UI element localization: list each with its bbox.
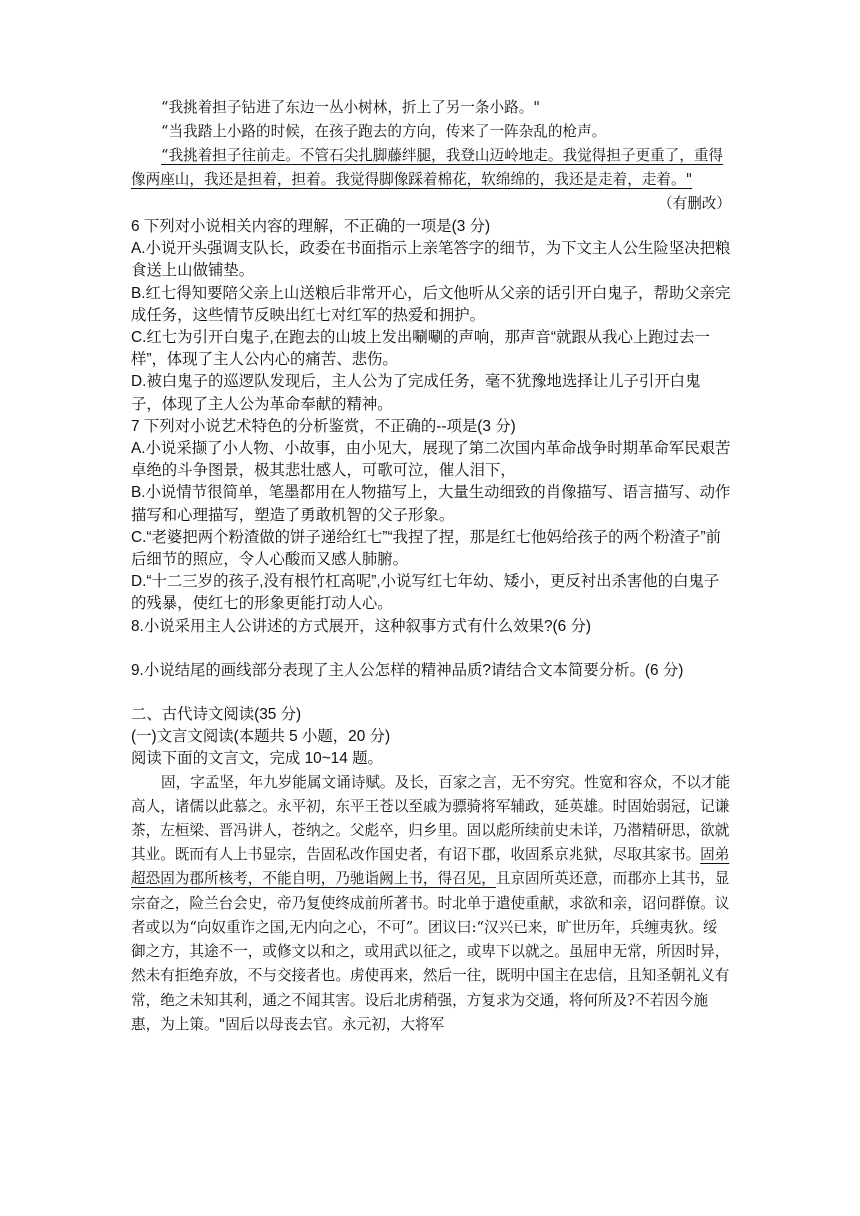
answer-space [131,638,731,660]
question-7-stem: 7 下列对小说艺术特色的分析鉴赏，不正确的--项是(3 分) [131,417,516,435]
question-7-option-a: A.小说采撷了小人物、小故事，由小见大，展现了第二次国内革命战争时期革命军民艰苦卓绝的斗争图景，极其悲壮感人，可歌可泣，催人泪下， [131,440,731,480]
classical-text-part1: 固，字孟坚，年九岁能属文诵诗赋。及长，百家之言，无不穷究。性宽和容众，不以才能高人，诸儒以此慕之。永平初，东平王苍以至戚为骠骑将军辅政，延英雄。时固始弱冠，记谦茶，左桓梁、晋冯讲人，苍纳之。父彪卒，归乡里。固以彪所续前史未详，乃潜精研思，欲就其业。既而有人上书显宗，告固私改作国史者，有诏下郡，收固系京兆狱，尽取其家书。 [131,773,731,864]
question-8: 8.小说采用主人公讲述的方式展开，这种叙事方式有什么效果?(6 分) [131,617,592,635]
question-6-stem: 6 下列对小说相关内容的理解，不正确的一项是(3 分) [131,218,491,235]
questions-block [131,216,731,771]
story-tail [131,96,731,216]
underlined-sentence: 固弟超恐固为郡所核考，不能自明，乃驰诣阙上书，得召见， [131,846,730,888]
question-6-option-c: C.红七为引开白鬼子,在跑去的山坡上发出唰唰的声响，那声音“就跟从我心上跑过去一样”，体现了主人公内心的痛苦、悲伤。 [131,329,710,369]
subsection-heading: (一)文言文阅读(本题共 5 小题，20 分) [131,728,391,746]
reading-instruction: 阅读下面的文言文，完成 10~14 题。 [131,750,383,768]
question-6-option-d: D.被白鬼子的巡逻队发现后，主人公为了完成任务，毫不犹豫地选择让儿子引开白鬼子，体现了主人公为革命奉献的精神。 [131,373,701,413]
question-7-option-b: B.小说情节很简单，笔墨都用在人物描写上，大量生动细致的肖像描写、语言描写、动作描写和心理描写，塑造了勇敢机智的父子形象。 [131,484,731,524]
underlined-passage: “我挑着担子往前走。不管石尖扎脚藤绊腿，我登山迈岭地走。我觉得担子更重了，重得像两座山，我还是担着，担着。我觉得脚像踩着棉花，软绵绵的，我还是走着，走着。" [131,147,724,188]
question-7-option-d: D.“十二三岁的孩子,没有根竹杠高呢”,小说写红七年幼、矮小，更反衬出杀害他的白鬼子的残暴，使红七的形象更能打动人心。 [131,573,720,613]
question-9: 9.小说结尾的画线部分表现了主人公怎样的精神品质?请结合文本简要分析。(6 分) [131,661,684,679]
exam-page [131,96,731,1037]
story-paragraph: “我挑着担子钻进了东边一丛小树林，折上了另一条小路。" [161,99,541,116]
story-paragraph: “当我踏上小路的时候，在孩子跑去的方向，传来了一阵杂乱的枪声。 [161,123,607,140]
classical-text-part2: 且京固所英还意，而郡亦上其书，显宗奋之，险兰台会史，帝乃复使终成前所著书。时北单于遣使重献，求欲和亲，诏问群僚。议者或以为“向奴重诈之国,无内向之心，不可”。团议曰:“汉兴已来，旷世历年，兵缠夷狄。绥御之方，其途不一，或修文以和之，或用武以征之，或卑下以就之。虽屈申无常，所因时异，然未有拒绝弃放，不与交接者也。虏使再来，然后一往，既明中国主在忠信，且知圣朝礼义有常，绝之未知其利，通之不闻其害。设后北虏稍强，方复求为交通，将何所及?不若因今施惠，为上策。"固后以母丧去官。永元初，大将军 [131,870,730,1033]
question-7-option-c: C.“老婆把两个粉渣做的饼子递给红七”“我捏了捏，那是红七他妈给孩子的两个粉渣子”前后细节的照应，令人心酸而又感人肺腑。 [131,528,721,569]
question-6-option-b: B.红七得知要陪父亲上山送粮后非常开心，后文他听从父亲的话引开白鬼子，帮助父亲完成任务，这些情节反映出红七对红军的热爱和拥护。 [131,284,731,324]
classical-passage [131,771,731,1037]
question-6-option-a: A.小说开头强调支队长，政委在书面指示上亲笔答字的细节，为下文主人公生险坚决把粮食送上山做铺垫。 [131,240,731,280]
section-heading: 二、古代诗文阅读(35 分) [131,706,302,724]
classical-text [131,771,731,1037]
answer-space [131,682,731,704]
source-note: （有删改） [658,195,731,212]
